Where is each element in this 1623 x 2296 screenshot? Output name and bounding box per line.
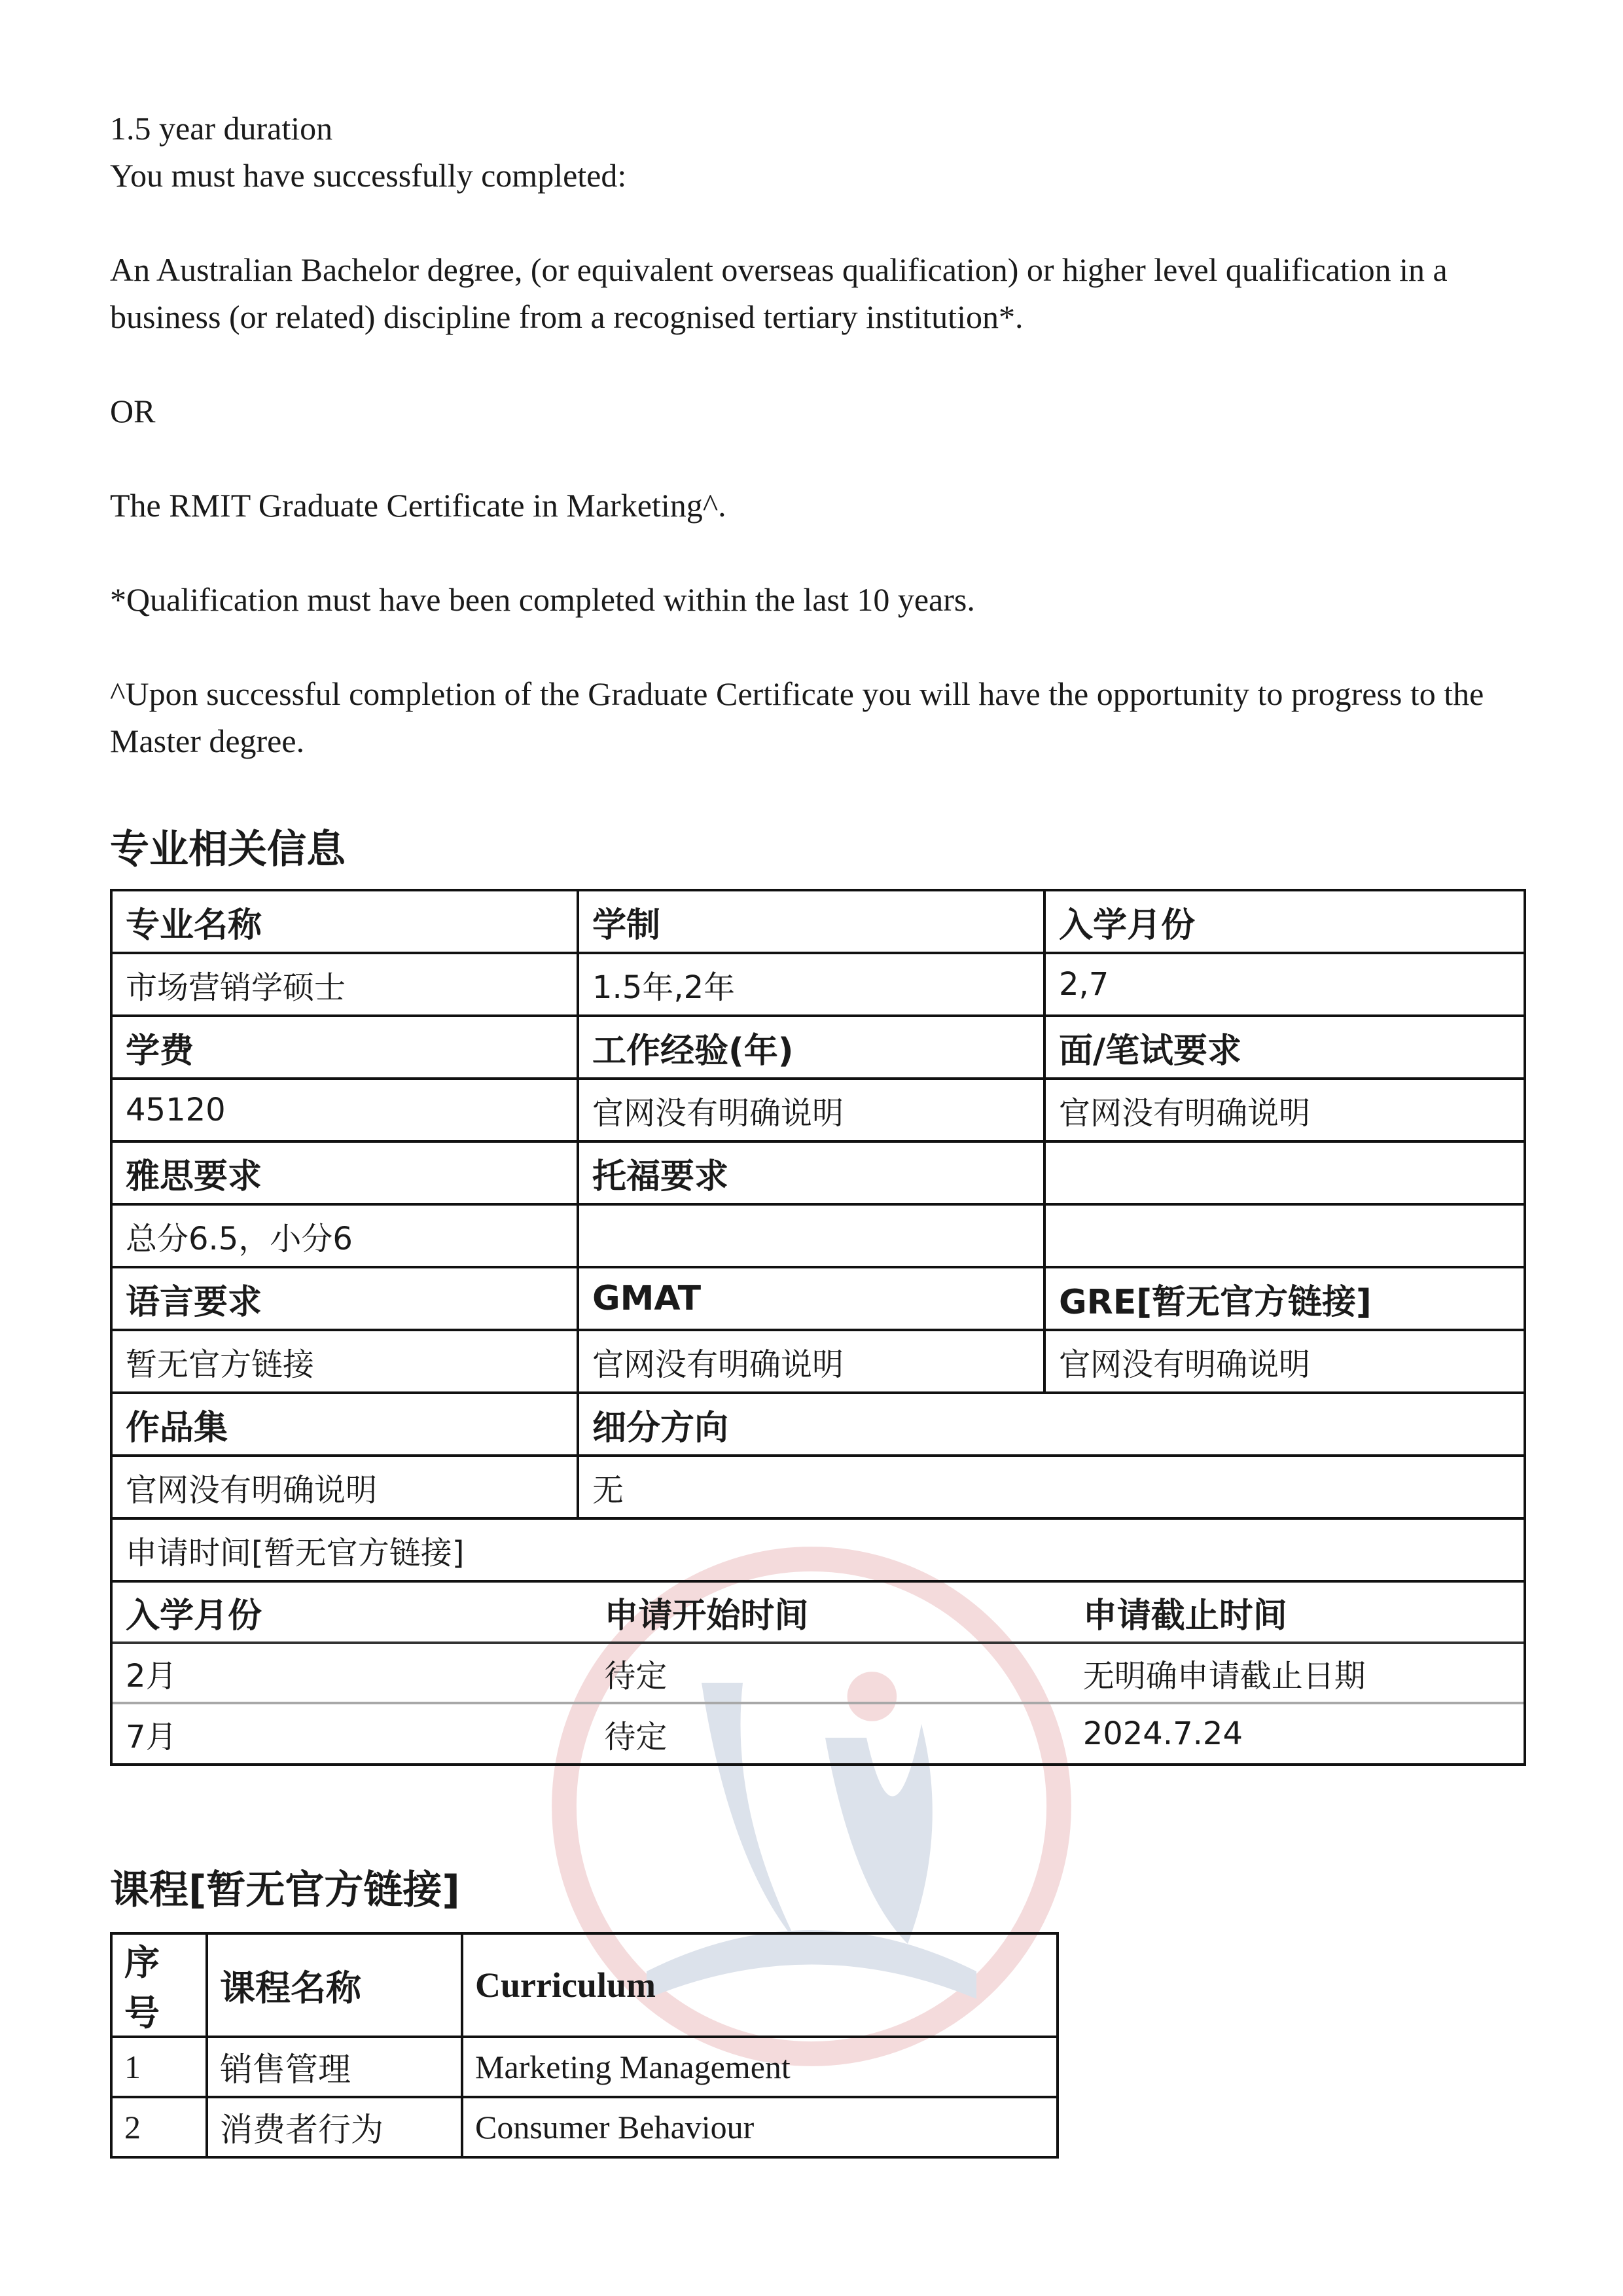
course-index: 2 — [111, 2097, 207, 2157]
curriculum-title: 课程[暂无官方链接] — [110, 1867, 460, 1913]
qualification-note: *Qualification must have been completed within the last 10 years. — [110, 581, 975, 618]
table-row — [111, 1393, 1525, 1456]
curriculum-header: Curriculum — [462, 1933, 1058, 2037]
duration-line: 1.5 year duration — [110, 110, 333, 147]
application-schedule-cell — [111, 1581, 1525, 1765]
course-name-header: 课程名称 — [207, 1933, 462, 2037]
specialization-header: 细分方向 — [578, 1393, 1525, 1456]
toefl-header: 托福要求 — [578, 1141, 1044, 1204]
gre-value: 官网没有明确说明 — [1044, 1330, 1525, 1393]
schedule-start: 待定 — [604, 1718, 668, 1755]
empty-cell — [1044, 1204, 1525, 1267]
work-experience-value: 官网没有明确说明 — [578, 1079, 1044, 1141]
table-row — [111, 1016, 1525, 1079]
ielts-value: 总分6.5，小分6 — [111, 1204, 578, 1267]
intake-value: 2,7 — [1044, 953, 1525, 1016]
schedule-intake: 2月 — [113, 1643, 591, 1703]
portfolio-header: 作品集 — [111, 1393, 578, 1456]
table-row — [111, 1141, 1525, 1204]
course-english: Marketing Management — [462, 2037, 1058, 2097]
major-name-header: 专业名称 — [111, 890, 578, 953]
bachelor-requirement: An Australian Bachelor degree, (or equivalent overseas qualification) or higher level qualification in a business (or related) discipline from a recognised tertiary institution*. — [110, 251, 1448, 335]
table-row — [111, 1456, 1525, 1518]
table-row — [113, 1643, 1524, 1703]
schedule-intake-header: 入学月份 — [113, 1583, 591, 1643]
table-row — [111, 2037, 1058, 2097]
requirement-intro: You must have successfully completed: — [110, 157, 627, 194]
course-name: 销售管理 — [207, 2037, 462, 2097]
progression-note: ^Upon successful completion of the Graduate Certificate you will have the opportunity to progress to the Master degree. — [110, 675, 1484, 759]
tuition-value: 45120 — [111, 1079, 578, 1141]
table-row — [111, 1267, 1525, 1330]
work-experience-header: 工作经验(年) — [578, 1016, 1044, 1079]
table-row — [113, 1703, 1524, 1763]
specialization-value: 无 — [578, 1456, 1525, 1518]
table-row — [111, 1518, 1525, 1581]
course-name: 消费者行为 — [207, 2097, 462, 2157]
schedule-start-header: 申请开始时间 — [591, 1583, 1069, 1643]
ielts-header: 雅思要求 — [111, 1141, 578, 1204]
program-info-table — [110, 889, 1526, 1766]
gmat-header: GMAT — [578, 1267, 1044, 1330]
table-row — [111, 1581, 1525, 1765]
schedule-deadline: 无明确申请截止日期 — [1070, 1643, 1524, 1703]
table-row — [111, 953, 1525, 1016]
empty-cell — [1044, 1141, 1525, 1204]
or-separator: OR — [110, 393, 156, 429]
course-index: 1 — [111, 2037, 207, 2097]
table-row — [111, 890, 1525, 953]
major-name-value: 市场营销学硕士 — [111, 953, 578, 1016]
language-header: 语言要求 — [111, 1267, 578, 1330]
application-time-label: 申请时间[暂无官方链接] — [111, 1518, 1525, 1581]
toefl-value — [578, 1204, 1044, 1267]
curriculum-table — [110, 1932, 1059, 2159]
table-row — [111, 1933, 1058, 2037]
program-info-title: 专业相关信息 — [110, 827, 346, 872]
duration-header: 学制 — [578, 890, 1044, 953]
application-schedule-table — [113, 1583, 1524, 1763]
table-row — [111, 1330, 1525, 1393]
portfolio-value: 官网没有明确说明 — [111, 1456, 578, 1518]
schedule-intake: 7月 — [126, 1718, 177, 1755]
intake-header: 入学月份 — [1044, 890, 1525, 953]
language-value: 暂无官方链接 — [111, 1330, 578, 1393]
table-row — [111, 1204, 1525, 1267]
table-row — [113, 1583, 1524, 1643]
duration-value: 1.5年,2年 — [578, 953, 1044, 1016]
index-header: 序号 — [111, 1933, 207, 2037]
schedule-start: 待定 — [591, 1643, 1069, 1703]
table-row — [111, 2097, 1058, 2157]
schedule-deadline-header: 申请截止时间 — [1070, 1583, 1524, 1643]
grad-cert-requirement: The RMIT Graduate Certificate in Marketing^. — [110, 487, 726, 524]
schedule-deadline: 2024.7.24 — [1082, 1715, 1243, 1752]
tuition-header: 学费 — [111, 1016, 578, 1079]
gmat-value: 官网没有明确说明 — [578, 1330, 1044, 1393]
table-row — [111, 1079, 1525, 1141]
interview-value: 官网没有明确说明 — [1044, 1079, 1525, 1141]
admission-requirements — [110, 105, 1524, 764]
interview-header: 面/笔试要求 — [1044, 1016, 1525, 1079]
course-english: Consumer Behaviour — [462, 2097, 1058, 2157]
gre-header: GRE[暂无官方链接] — [1044, 1267, 1525, 1330]
